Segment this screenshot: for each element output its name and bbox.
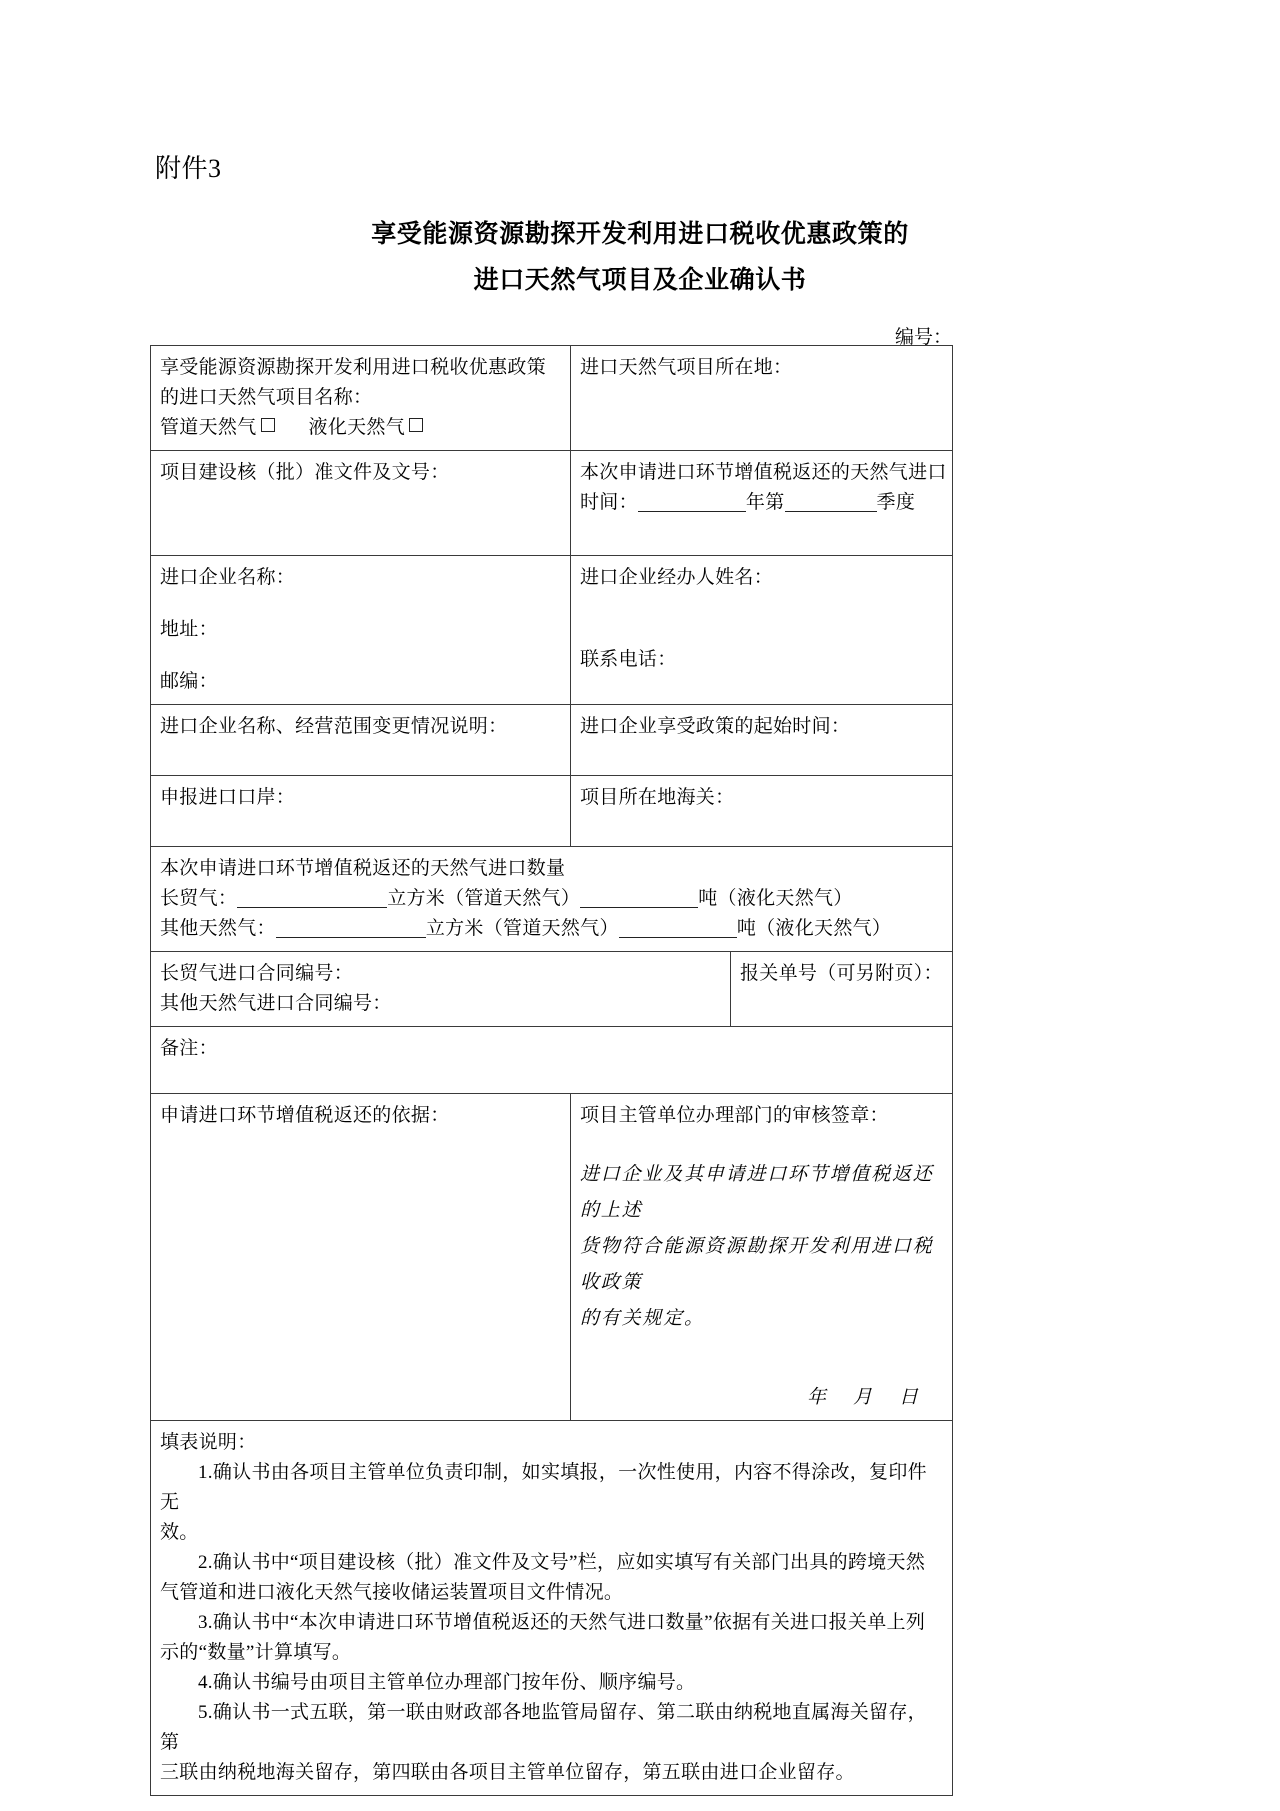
date-month-label: 月 (852, 1387, 873, 1408)
refund-basis-label: 申请进口环节增值税返还的依据： (160, 1105, 450, 1126)
lng-label: 液化天然气 (308, 417, 406, 438)
table-row (151, 1094, 953, 1421)
contact-person-label: 进口企业经办人姓名： (580, 567, 774, 588)
other-gas-row (160, 914, 943, 944)
long-trade-contract-label: 长贸气进口合同编号： (160, 963, 354, 984)
pipeline-gas-checkbox[interactable] (261, 418, 275, 432)
serial-number-label: 编号： (894, 327, 952, 348)
instructions-item-5-line-1: 5.确认书一式五联，第一联由财政部各地监管局留存、第二联由纳税地直属海关留存，第 (160, 1702, 927, 1753)
table-row (151, 705, 953, 776)
project-customs-cell[interactable] (571, 776, 953, 847)
tonnage-unit-lng-2: 吨（液化天然气） (736, 918, 892, 939)
import-quantity-title: 本次申请进口环节增值税返还的天然气进口数量 (160, 858, 566, 879)
table-row (151, 776, 953, 847)
long-trade-volume-blank[interactable] (237, 887, 387, 908)
approval-document-cell[interactable] (151, 451, 571, 556)
declared-port-label: 申报进口口岸： (160, 787, 296, 808)
gas-type-options (160, 413, 561, 443)
table-row (151, 847, 953, 952)
instructions-item-5-line-2: 三联由纳税地海关留存，第四联由各项目主管单位留存，第五联由进口企业留存。 (160, 1762, 855, 1783)
approval-signature-label: 项目主管单位办理部门的审核签章： (580, 1105, 889, 1126)
policy-start-label: 进口企业享受政策的起始时间： (580, 716, 851, 737)
year-unit: 年第 (745, 492, 785, 513)
import-period-inputs (580, 488, 943, 518)
long-trade-gas-row (160, 884, 943, 914)
declared-port-cell[interactable] (151, 776, 571, 847)
instructions-cell (151, 1421, 953, 1796)
instructions-item-2-line-2: 气管道和进口液化天然气接收储运装置项目文件情况。 (160, 1582, 624, 1603)
volume-unit-pipeline: 立方米（管道天然气） (387, 888, 581, 909)
approval-signature-cell[interactable] (571, 1094, 953, 1421)
import-quantity-cell[interactable] (151, 847, 953, 952)
title-line-2: 进口天然气项目及企业确认书 (473, 267, 807, 294)
instructions-item-3-line-1: 3.确认书中“本次申请进口环节增值税返还的天然气进口数量”依据有关进口报关单上列 (198, 1612, 926, 1633)
contact-phone-label: 联系电话： (580, 649, 677, 670)
other-gas-label: 其他天然气： (160, 918, 276, 939)
policy-start-cell[interactable] (571, 705, 953, 776)
other-gas-tonnage-blank[interactable] (619, 917, 737, 938)
table-row (151, 1421, 953, 1796)
tonnage-unit-lng: 吨（液化天然气） (698, 888, 853, 909)
quarter-unit: 季度 (876, 492, 916, 513)
project-name-label-line2: 的进口天然气项目名称： (160, 387, 373, 408)
volume-unit-pipeline-2: 立方米（管道天然气） (425, 918, 619, 939)
project-location-cell[interactable] (571, 346, 953, 451)
business-change-cell[interactable] (151, 705, 571, 776)
confirmation-form-table (150, 345, 953, 1796)
time-label: 时间： (580, 492, 638, 513)
project-location-label: 进口天然气项目所在地： (580, 357, 793, 378)
importer-contact-cell[interactable] (571, 556, 953, 705)
table-row (151, 556, 953, 705)
remarks-label: 备注： (160, 1038, 218, 1059)
importer-info-cell[interactable] (151, 556, 571, 705)
other-gas-contract-label: 其他天然气进口合同编号： (160, 993, 392, 1014)
importer-name-label: 进口企业名称： (160, 567, 296, 588)
instructions-item-1-line-2: 效。 (160, 1522, 199, 1543)
instructions-item-1-line-1: 1.确认书由各项目主管单位负责印制，如实填报，一次性使用，内容不得涂改，复印件无 (160, 1462, 927, 1513)
approval-statement-line-1: 进口企业及其申请进口环节增值税返还的上述 (580, 1164, 934, 1221)
project-name-cell (151, 346, 571, 451)
table-row (151, 952, 953, 1027)
importer-postcode-label: 邮编： (160, 671, 218, 692)
importer-address-label: 地址： (160, 619, 218, 640)
instructions-item-3-line-2: 示的“数量”计算填写。 (160, 1642, 352, 1663)
other-gas-volume-blank[interactable] (276, 917, 426, 938)
approval-document-label: 项目建设核（批）准文件及文号： (160, 462, 450, 483)
date-day-label: 日 (898, 1387, 919, 1408)
approval-statement-line-2: 货物符合能源资源勘探开发利用进口税收政策 (580, 1236, 934, 1293)
approval-statement (580, 1157, 943, 1337)
contract-number-cell[interactable] (151, 952, 731, 1027)
attachment-label: 附件3 (155, 154, 222, 183)
lng-checkbox[interactable] (409, 418, 423, 432)
page-title (0, 212, 1280, 304)
project-name-label-line1: 享受能源资源勘探开发利用进口税收优惠政策 (160, 357, 547, 378)
pipeline-gas-label: 管道天然气 (160, 417, 257, 438)
year-blank[interactable] (638, 491, 746, 512)
remarks-cell[interactable] (151, 1027, 953, 1094)
approval-statement-line-3: 的有关规定。 (580, 1308, 705, 1329)
instructions-item-2-line-1: 2.确认书中“项目建设核（批）准文件及文号”栏，应如实填写有关部门出具的跨境天然 (198, 1552, 926, 1573)
instructions-item-4-line-1: 4.确认书编号由项目主管单位办理部门按年份、顺序编号。 (198, 1672, 696, 1693)
long-trade-tonnage-blank[interactable] (580, 887, 698, 908)
project-customs-label: 项目所在地海关： (580, 787, 735, 808)
import-period-cell[interactable] (571, 451, 953, 556)
business-change-label: 进口企业名称、经营范围变更情况说明： (160, 716, 508, 737)
signature-date-line[interactable] (580, 1383, 943, 1413)
refund-basis-cell[interactable] (151, 1094, 571, 1421)
table-row (151, 1027, 953, 1094)
table-row (151, 451, 953, 556)
import-period-label: 本次申请进口环节增值税返还的天然气进口 (580, 462, 947, 483)
title-line-1: 享受能源资源勘探开发利用进口税收优惠政策的 (371, 221, 909, 248)
table-row (151, 346, 953, 451)
declaration-number-label: 报关单号（可另附页）： (740, 963, 943, 984)
declaration-number-cell[interactable] (731, 952, 953, 1027)
long-trade-gas-label: 长贸气： (160, 888, 238, 909)
instructions-title: 填表说明： (160, 1432, 257, 1453)
quarter-blank[interactable] (785, 491, 877, 512)
date-year-label: 年 (806, 1387, 827, 1408)
